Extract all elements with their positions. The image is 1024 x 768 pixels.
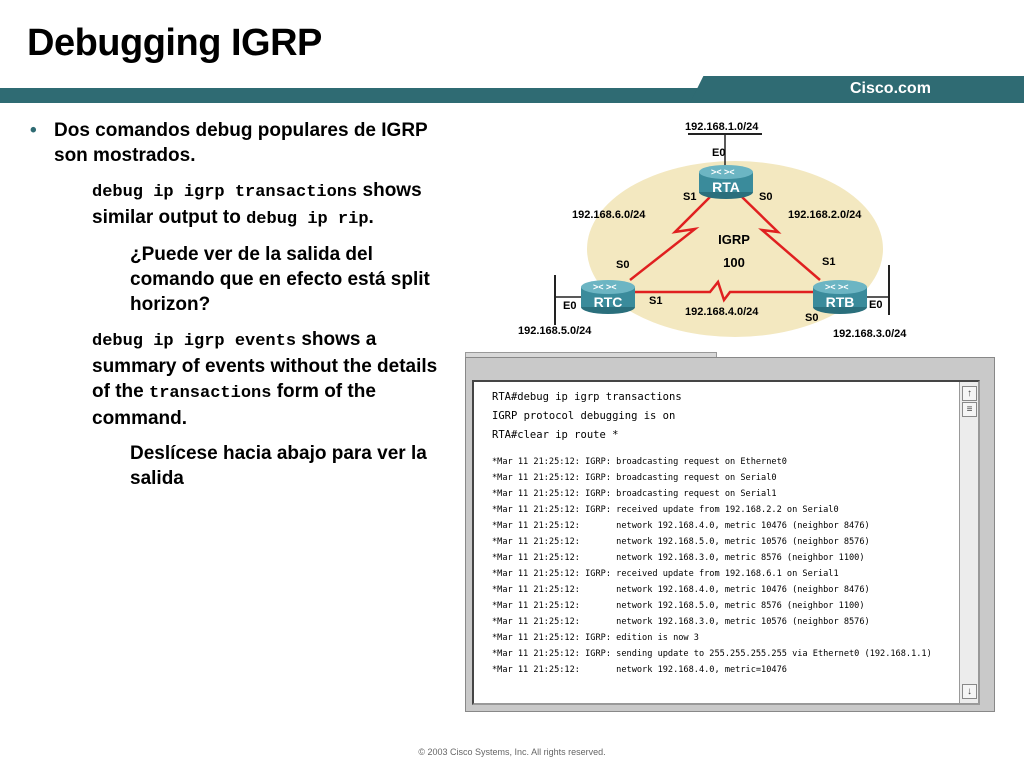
terminal-output-line: *Mar 11 21:25:12: network 192.168.3.0, metric 10576 (neighbor 8576): [492, 617, 870, 627]
terminal-output-line: *Mar 11 21:25:12: network 192.168.4.0, metric 10476 (neighbor 8476): [492, 585, 870, 595]
terminal-window: [465, 357, 995, 712]
network-diagram: [510, 112, 950, 347]
protocol-value: 100: [723, 255, 745, 270]
item1-text: shows similar output to: [92, 180, 422, 228]
copyright-footer: © 2003 Cisco Systems, Inc. All rights reserved.: [418, 747, 606, 757]
terminal-output-line: *Mar 11 21:25:12: network 192.168.4.0, metric=10476: [492, 665, 787, 675]
bullet-item-2-sub: Deslícese hacia abajo para ver la salida: [130, 443, 427, 489]
terminal-text: [492, 388, 932, 678]
terminal-output-line: *Mar 11 21:25:12: IGRP: received update from 192.168.6.1 on Serial1: [492, 569, 839, 579]
bullet-main: [30, 118, 450, 168]
rta-e0-label: E0: [712, 147, 726, 159]
terminal-output-area[interactable]: [472, 380, 980, 705]
page-title: Debugging IGRP: [27, 22, 322, 64]
terminal-output-line: *Mar 11 21:25:12: network 192.168.5.0, metric 10576 (neighbor 8576): [492, 537, 870, 547]
rtb-s1-label: S1: [822, 256, 836, 268]
bullet-item-1-sub: ¿Puede ver de la salida del comando que en efecto está split horizon?: [130, 244, 430, 315]
terminal-output-line: *Mar 11 21:25:12: IGRP: received update from 192.168.2.2 on Serial0: [492, 505, 839, 515]
item2-end: form of the command.: [92, 381, 376, 429]
item1-end: .: [368, 207, 374, 228]
network-192-168-4: 192.168.4.0/24: [685, 306, 759, 318]
rta-s1-label: S1: [683, 191, 697, 203]
network-192-168-5: 192.168.5.0/24: [518, 325, 592, 337]
rta-s0-label: S0: [759, 191, 773, 203]
terminal-scrollbar[interactable]: [959, 382, 978, 703]
bullet-dot-icon: •: [30, 120, 37, 141]
network-192-168-2: 192.168.2.0/24: [788, 209, 862, 221]
bullet-main-text: Dos comandos debug populares de IGRP son mostrados.: [54, 120, 428, 166]
bullet-item-2: [92, 327, 450, 431]
terminal-command-line: RTA#clear ip route *: [492, 429, 619, 441]
item2-command-2: transactions: [149, 384, 272, 403]
bullet-list: [30, 118, 450, 491]
svg-text:>< ><: >< ><: [593, 282, 617, 292]
router-rtb-label: RTB: [825, 294, 855, 310]
terminal-output-line: *Mar 11 21:25:12: IGRP: sending update to 255.255.255.255 via Ethernet0 (192.168.1.1): [492, 649, 932, 659]
brand-label[interactable]: Cisco.com: [850, 80, 931, 97]
router-rtc-label: RTC: [593, 294, 623, 310]
scroll-thumb-icon[interactable]: ≡: [962, 402, 977, 417]
terminal-output-line: *Mar 11 21:25:12: IGRP: edition is now 3: [492, 633, 699, 643]
network-192-168-1: 192.168.1.0/24: [685, 121, 759, 133]
svg-text:>< ><: >< ><: [711, 167, 735, 177]
item1-command: debug ip igrp transactions: [92, 183, 358, 202]
network-192-168-6: 192.168.6.0/24: [572, 209, 646, 221]
protocol-name: IGRP: [718, 232, 750, 247]
item2-command: debug ip igrp events: [92, 332, 297, 351]
terminal-output-line: *Mar 11 21:25:12: network 192.168.3.0, metric 8576 (neighbor 1100): [492, 553, 865, 563]
bullet-item-1: [92, 178, 450, 232]
router-rta-label: RTA: [712, 179, 740, 195]
terminal-output-line: *Mar 11 21:25:12: IGRP: broadcasting request on Serial0: [492, 473, 777, 483]
rtc-e0-label: E0: [563, 300, 577, 312]
rtc-s0-label: S0: [616, 259, 630, 271]
terminal-command-line: RTA#debug ip igrp transactions: [492, 391, 682, 403]
terminal-command-line: IGRP protocol debugging is on: [492, 410, 676, 422]
scroll-down-arrow-icon[interactable]: ↓: [962, 684, 977, 699]
rtb-s0-label: S0: [805, 312, 819, 324]
terminal-output-line: *Mar 11 21:25:12: network 192.168.5.0, metric 8576 (neighbor 1100): [492, 601, 865, 611]
terminal-output-line: *Mar 11 21:25:12: IGRP: broadcasting request on Serial1: [492, 489, 777, 499]
rtb-e0-label: E0: [869, 299, 883, 311]
scroll-up-arrow-icon[interactable]: ↑: [962, 386, 977, 401]
rtc-s1-label: S1: [649, 295, 663, 307]
item1-command-2: debug ip rip: [246, 210, 369, 229]
svg-text:>< ><: >< ><: [825, 282, 849, 292]
terminal-output-line: *Mar 11 21:25:12: IGRP: broadcasting request on Ethernet0: [492, 457, 787, 467]
terminal-output-line: *Mar 11 21:25:12: network 192.168.4.0, metric 10476 (neighbor 8476): [492, 521, 870, 531]
item2-text: shows a summary of events without the details of the: [92, 329, 438, 402]
network-192-168-3: 192.168.3.0/24: [833, 328, 907, 340]
